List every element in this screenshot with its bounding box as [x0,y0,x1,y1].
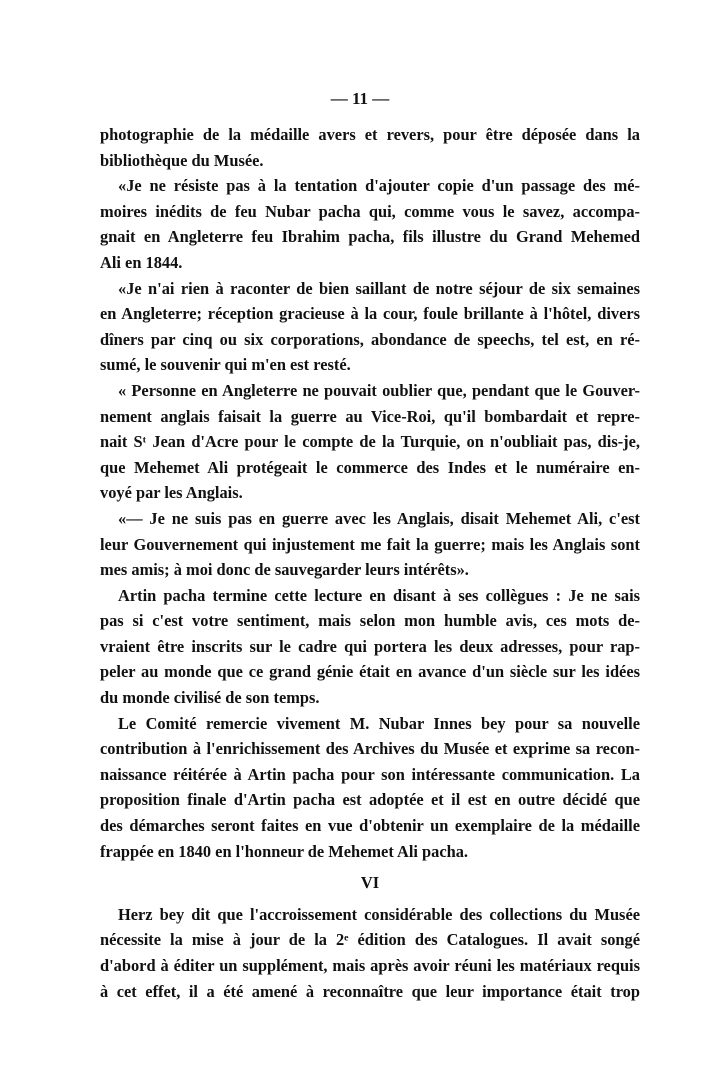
paragraph [100,122,640,173]
text-line: «Je ne résiste pas à la tentation d'ajouter copie d'un passage des mé- [118,176,640,196]
text-line: leur Gouvernement qui injustement me fait la guerre; mais les Anglais sont [100,534,640,554]
text-line: bibliothèque du Musée. [100,150,264,170]
text-line: du monde civilisé de son temps. [100,688,320,708]
page-number: — 11 — [330,89,390,108]
text-line: mes amis; à moi donc de sauvegarder leurs intérêts». [100,560,469,580]
body-text [100,122,640,1004]
text-line: « Personne en Angleterre ne pouvait oublier que, pendant que le Gouver- [118,380,640,400]
text-line: «— Je ne suis pas en guerre avec les Anglais, disait Mehemet Ali, c'est [118,508,640,528]
text-line: nécessite la mise à jour de la 2ᵉ édition des Catalogues. Il avait songé [100,930,640,950]
paragraphs-after-section [100,902,640,1004]
text-line: peler au monde que ce grand génie était en avance d'un siècle sur les idées [100,662,640,682]
text-line: contribution à l'enrichissement des Archives du Musée et exprime sa recon- [100,739,640,759]
text-line: nait Sᵗ Jean d'Acre pour le compte de la Turquie, on n'oubliait pas, dis-je, [100,432,640,452]
text-line: sumé, le souvenir qui m'en est resté. [100,355,351,375]
paragraph [100,378,640,506]
text-line: moires inédits de feu Nubar pacha qui, comme vous le savez, accompa- [100,201,640,221]
text-line: à cet effet, il a été amené à reconnaître que leur importance était trop [100,981,640,1001]
text-line: vraient être inscrits sur le cadre qui portera les deux adresses, pour rap- [100,636,640,656]
text-line: «Je n'ai rien à raconter de bien saillant de notre séjour de six semaines [118,278,640,298]
text-line: naissance réitérée à Artin pacha pour son intéressante communication. La [100,764,640,784]
text-line: que Mehemet Ali protégeait le commerce des Indes et le numéraire en- [100,457,640,477]
paragraph [100,902,640,1004]
text-line: Artin pacha termine cette lecture en disant à ses collègues : Je ne sais [118,585,640,605]
text-line: dîners par cinq ou six corporations, abondance de speechs, tel est, en ré- [100,329,640,349]
text-line: photographie de la médaille avers et revers, pour être déposée dans la [100,125,640,144]
paragraph [100,711,640,865]
text-line: en Angleterre; réception gracieuse à la cour, foule brillante à l'hôtel, divers [100,304,640,324]
text-line: nement anglais faisait la guerre au Vice-Roi, qu'il bombardait et repre- [100,406,640,426]
text-line: d'abord à éditer un supplément, mais après avoir réuni les matériaux requis [100,956,640,975]
paragraph [100,173,640,275]
text-line: Herz bey dit que l'accroissement considérable des collections du Musée [118,904,640,924]
text-line: gnait en Angleterre feu Ibrahim pacha, fils illustre du Grand Mehemed [100,227,640,247]
text-line: des démarches seront faites en vue d'obtenir un exemplaire de la médaille [100,816,640,836]
text-line: Ali en 1844. [100,252,183,272]
paragraph [100,276,640,378]
text-line: frappée en 1840 en l'honneur de Mehemet Ali pacha. [100,841,469,861]
text-line: pas si c'est votre sentiment, mais selon mon humble avis, ces mots de- [100,611,640,631]
text-line: proposition finale d'Artin pacha est adoptée et il est en outre décidé que [100,790,640,810]
paragraphs-before-section [100,122,640,864]
text-line: Le Comité remercie vivement M. Nubar Innes bey pour sa nouvelle [118,713,640,733]
paragraph [100,506,640,583]
section-heading: VI [360,873,380,893]
text-line: voyé par les Anglais. [100,483,243,503]
paragraph [100,583,640,711]
